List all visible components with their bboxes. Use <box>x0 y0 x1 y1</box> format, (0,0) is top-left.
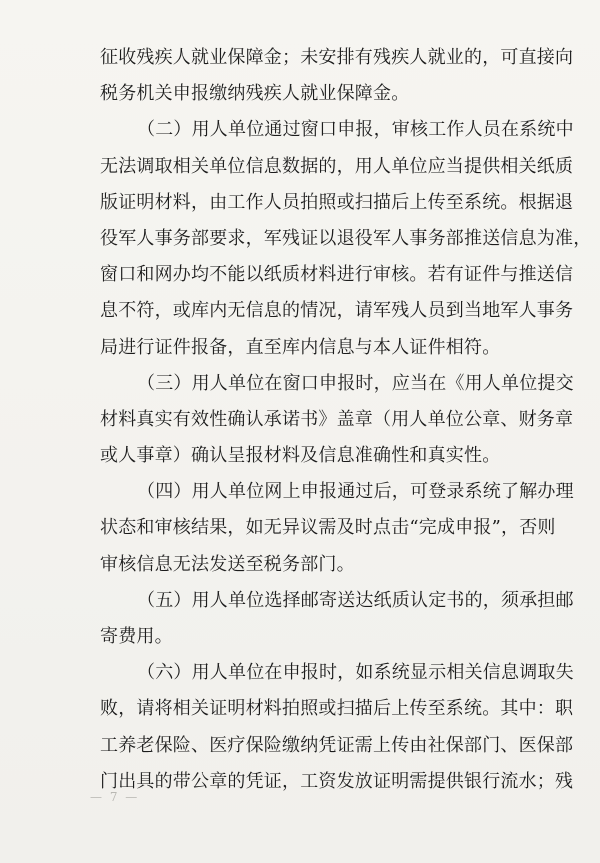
text-line: 征收残疾人就业保障金；未安排有残疾人就业的，可直接向 <box>100 47 574 68</box>
text-line: 败，请将相关证明材料拍照或扫描后上传至系统。其中：职 <box>100 698 574 720</box>
text-line: （三）用人单位在窗口申报时，应当在《用人单位提交 <box>137 372 574 394</box>
text-line: 版证明材料，由工作人员拍照或扫描后上传至系统。根据退 <box>100 191 574 213</box>
text-line: 窗口和网办均不能以纸质材料进行审核。若有证件与推送信 <box>100 264 574 286</box>
text-line: 寄费用。 <box>100 626 173 647</box>
text-line: 局进行证件报备，直至库内信息与本人证件相符。 <box>100 336 501 358</box>
text-line: 税务机关申报缴纳残疾人就业保障金。 <box>100 83 410 105</box>
text-line: 或人事章）确认呈报材料及信息准确性和真实性。 <box>100 445 501 467</box>
page-number: — 7 — <box>90 790 140 804</box>
text-line: （二）用人单位通过窗口申报，审核工作人员在系统中 <box>137 119 574 141</box>
text-line: 息不符，或库内无信息的情况，请军残人员到当地军人事务 <box>100 300 574 322</box>
document-body <box>100 40 592 800</box>
text-line: 材料真实有效性确认承诺书》盖章（用人单位公章、财务章 <box>100 408 574 430</box>
text-line: （六）用人单位在申报时，如系统显示相关信息调取失 <box>137 662 574 684</box>
text-line: （五）用人单位选择邮寄送达纸质认定书的，须承担邮 <box>137 589 574 611</box>
text-line: 役军人事务部要求，军残证以退役军人事务部推送信息为准， <box>100 227 592 249</box>
text-line: 工养老保险、医疗保险缴纳凭证需上传由社保部门、医保部 <box>100 734 574 756</box>
text-line: （四）用人单位网上申报通过后，可登录系统了解办理 <box>137 481 574 503</box>
text-line: 审核信息无法发送至税务部门。 <box>100 553 355 575</box>
text-line: 门出具的带公章的凭证，工资发放证明需提供银行流水；残 <box>100 770 574 792</box>
text-line: 状态和审核结果，如无异议需及时点击“完成申报”，否则 <box>100 517 556 539</box>
text-line: 无法调取相关单位信息数据的，用人单位应当提供相关纸质 <box>100 155 574 177</box>
